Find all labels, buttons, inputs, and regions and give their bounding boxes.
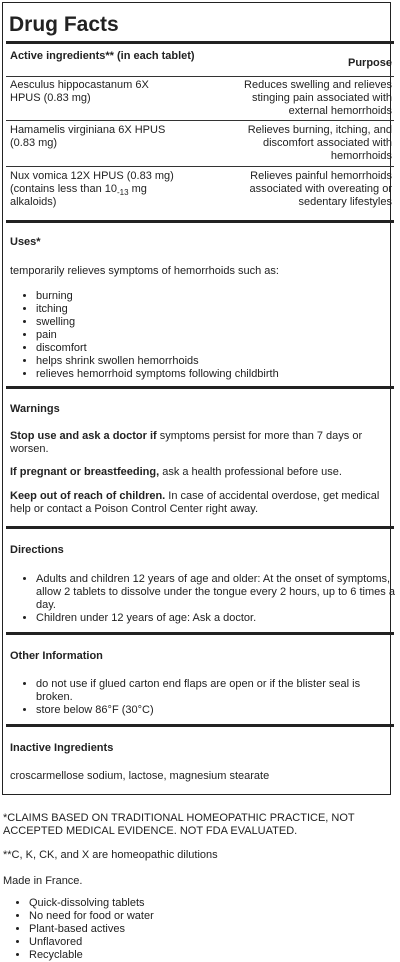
directions-list [10, 573, 396, 625]
claims-note: *CLAIMS BASED ON TRADITIONAL HOMEOPATHIC PRACTICE, NOT ACCEPTED MEDICAL EVIDENCE. NOT FDA EVALUATED. [3, 812, 355, 837]
list-item: • burning [36, 290, 279, 303]
uses-list [10, 290, 279, 381]
list-item: • Adults and children 12 years of age and older: At the onset of symptoms, allow 2 tablets to dissolve under the tongue every 2 hours, up to 6 times a day. [36, 573, 396, 612]
divider-thick [6, 220, 394, 223]
list-item: • Unflavored [29, 936, 154, 949]
warning-children: Keep out of reach of children. In case of accidental overdose, get medical help or contact a Poison Control Center right away. [10, 490, 380, 515]
purpose-3: Relieves painful hemorrhoids associated with overeating or sedentary lifestyles [249, 170, 392, 208]
ingredient-2: Hamamelis virginiana 6X HPUS (0.83 mg) [10, 124, 166, 149]
list-item: • Children under 12 years of age: Ask a doctor. [36, 612, 396, 625]
inactive-text: croscarmellose sodium, lactose, magnesium stearate [10, 770, 270, 782]
divider [6, 76, 394, 77]
inactive-heading: Inactive Ingredients [10, 742, 114, 754]
list-item: • discomfort [36, 342, 279, 355]
warning-stop-use: Stop use and ask a doctor if symptoms persist for more than 7 days or worsen. [10, 430, 363, 455]
list-item: • store below 86°F (30°C) [36, 704, 396, 717]
divider [6, 166, 394, 167]
features-list [3, 897, 154, 962]
uses-intro: temporarily relieves symptoms of hemorrhoids such as: [10, 265, 279, 277]
list-item: • Quick-dissolving tablets [29, 897, 154, 910]
uses-heading: Uses* [10, 236, 41, 248]
divider-thick [6, 632, 394, 635]
made-in: Made in France. [3, 875, 83, 887]
list-item: • relieves hemorrhoid symptoms following childbirth [36, 368, 279, 381]
list-item: • itching [36, 303, 279, 316]
list-item: • helps shrink swollen hemorrhoids [36, 355, 279, 368]
warnings-heading: Warnings [10, 403, 60, 415]
ingredient-1: Aesculus hippocastanum 6X HPUS (0.83 mg) [10, 79, 149, 104]
list-item: • pain [36, 329, 279, 342]
directions-heading: Directions [10, 544, 64, 556]
page-title: Drug Facts [9, 13, 119, 36]
list-item: • do not use if glued carton end flaps are open or if the blister seal is broken. [36, 678, 396, 704]
list-item: • Plant-based actives [29, 923, 154, 936]
divider [6, 120, 394, 121]
purpose-header: Purpose [347, 57, 392, 69]
divider-thick [6, 41, 394, 44]
divider-thick [6, 724, 394, 727]
purpose-2: Relieves burning, itching, and discomfort associated with hemorrhoids [247, 124, 392, 162]
divider-thick [6, 386, 394, 389]
dilutions-note: **C, K, CK, and X are homeopathic dilutions [3, 849, 218, 861]
other-info-list [10, 678, 396, 717]
list-item: • No need for food or water [29, 910, 154, 923]
ingredient-3: Nux vomica 12X HPUS (0.83 mg) (contains less than $10_{-13}$ mg alkaloids) [10, 170, 174, 208]
list-item: • swelling [36, 316, 279, 329]
active-ingredients-header: Active ingredients** (in each tablet) [10, 50, 195, 62]
list-item: • Recyclable [29, 949, 154, 962]
other-info-heading: Other Information [10, 650, 103, 662]
divider-thick [6, 526, 394, 529]
purpose-1: Reduces swelling and relieves stinging pain associated with external hemorrhoids [244, 79, 392, 117]
warning-pregnant: If pregnant or breastfeeding, ask a health professional before use. [10, 466, 342, 478]
